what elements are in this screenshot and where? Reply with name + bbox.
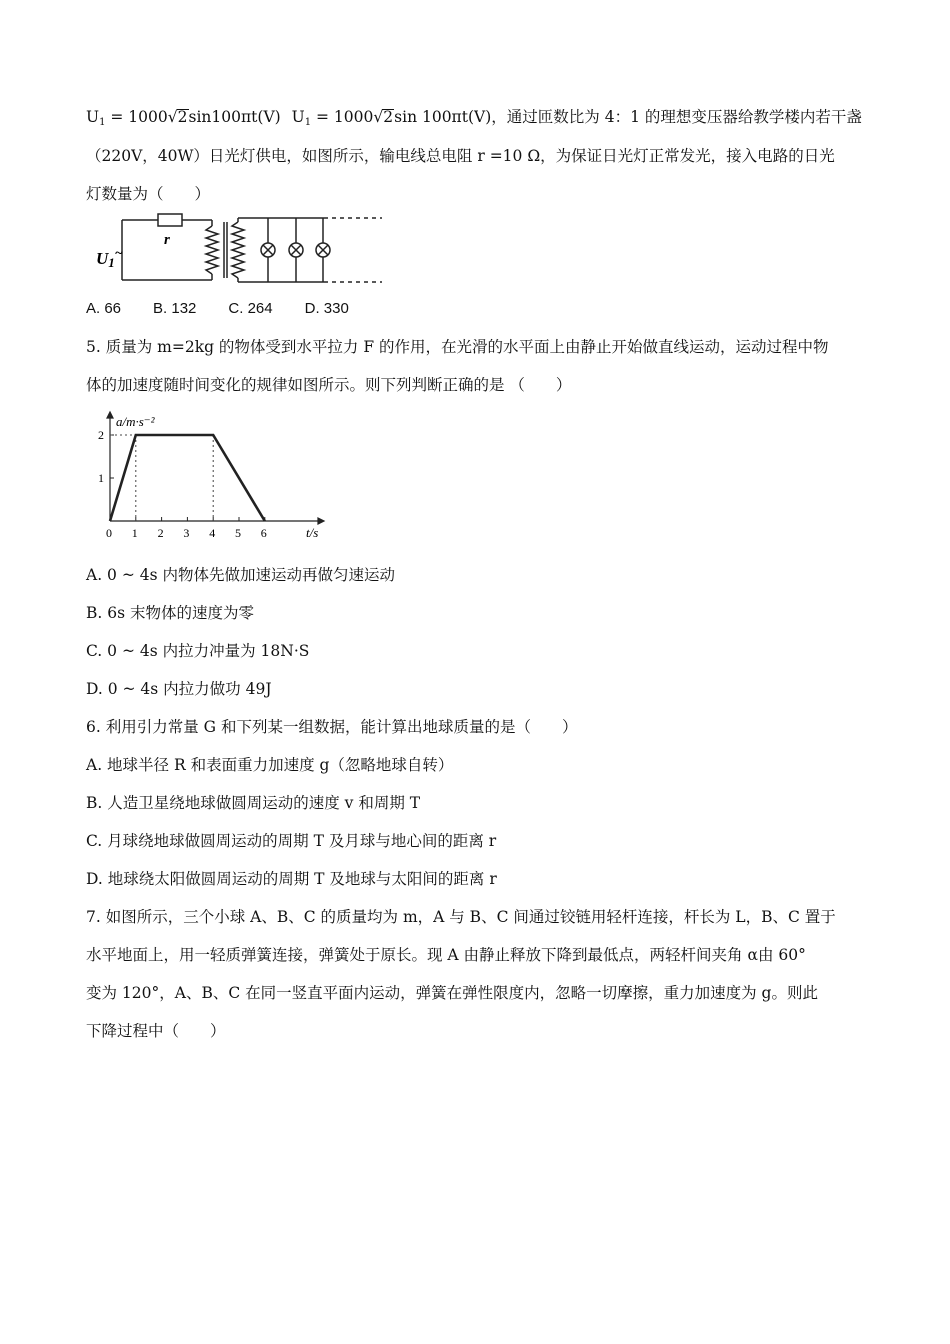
x-axis-arrow — [318, 518, 324, 524]
formula-u1-a: $U_1 = 1000√2\sin 100\pi t(V)$ — [86, 108, 281, 128]
lamp-3 — [316, 218, 330, 282]
q6-option-b: B. 人造卫星绕地球做圆周运动的速度 v 和周期 T — [86, 794, 421, 812]
x-tick-label-1: 1 — [131, 526, 138, 540]
formula-u1-b: $U_1 = 1000√2\sin$ 100πt(V) — [291, 108, 492, 128]
q4-line-1-tail: ，通过匝数比为 4：1 的理想变压器给教学楼内若干盏 — [491, 108, 862, 126]
lamp-1 — [261, 218, 275, 282]
lamp-2 — [289, 218, 303, 282]
y-tick-label-1: 1 — [98, 471, 104, 485]
y-axis-label: a/m·s⁻² — [116, 414, 155, 429]
resistor-r — [158, 214, 182, 226]
x-axis-label: t/s — [306, 525, 319, 540]
x-tick-label-2: 2 — [157, 526, 164, 540]
y-axis-arrow — [107, 412, 113, 418]
transformer-circuit-diagram — [92, 210, 392, 286]
q4-option-d: D. 330 — [304, 300, 349, 317]
q5-option-d: D. 0 ~ 4s 内拉力做功 49J — [86, 680, 272, 698]
x-tick-label-5: 5 — [235, 526, 241, 540]
source-label: U1~ — [96, 246, 123, 270]
x-tick-label-3: 3 — [183, 526, 190, 540]
q5-option-c: C. 0 ~ 4s 内拉力冲量为 18N·S — [86, 642, 310, 660]
q4-line-3: 灯数量为（ ） — [86, 185, 211, 203]
q7-line-3: 变为 120°，A、B、C 在同一竖直平面内运动，弹簧在弹性限度内，忽略一切摩擦，重力加速度为 g。则此 — [86, 984, 818, 1002]
x-tick-label-4: 4 — [209, 526, 216, 540]
q4-options — [86, 298, 381, 320]
x-tick-label-6: 6 — [260, 526, 267, 540]
q4-line-2: （220V，40W）日光灯供电，如图所示，输电线总电阻 r =10 Ω，为保证日光灯正常发光，接入电路的日光 — [86, 147, 835, 165]
series-line — [110, 435, 265, 521]
q7-line-1: 7. 如图所示，三个小球 A、B、C 的质量均为 m，A 与 B、C 间通过铰链用轻杆连接，杆长为 L，B、C 置于 — [86, 908, 836, 926]
secondary-coil — [232, 222, 244, 278]
resistor-label: r — [164, 232, 170, 248]
q6-option-d: D. 地球绕太阳做圆周运动的周期 T 及地球与太阳间的距离 r — [86, 870, 497, 888]
q4-option-a: A. 66 — [86, 300, 122, 317]
q4-option-c: C. 264 — [228, 300, 273, 317]
q5-option-a: A. 0 ~ 4s 内物体先做加速运动再做匀速运动 — [86, 566, 395, 584]
x-tick-label-0: 0 — [106, 526, 112, 540]
q5-line-2: 体的加速度随时间变化的规律如图所示。则下列判断正确的是 （ ） — [86, 376, 572, 394]
q5-option-b: B. 6s 末物体的速度为零 — [86, 604, 254, 622]
acceleration-time-chart — [96, 410, 336, 545]
q4-line-1 — [86, 106, 862, 134]
q6-option-c: C. 月球绕地球做圆周运动的周期 T 及月球与地心间的距离 r — [86, 832, 497, 850]
q5-line-1: 5. 质量为 m=2kg 的物体受到水平拉力 F 的作用，在光滑的水平面上由静止开始做直线运动，运动过程中物 — [86, 338, 829, 356]
q7-line-2: 水平地面上，用一轻质弹簧连接，弹簧处于原长。现 A 由静止释放下降到最低点，两轻杆间夹角 α由 60° — [86, 946, 806, 964]
q6-stem: 6. 利用引力常量 G 和下列某一组数据，能计算出地球质量的是（ ） — [86, 718, 578, 736]
q7-line-4: 下降过程中（ ） — [86, 1022, 226, 1040]
primary-coil — [206, 226, 218, 274]
q4-option-b: B. 132 — [153, 300, 197, 317]
y-tick-label-2: 2 — [98, 428, 104, 442]
q6-option-a: A. 地球半径 R 和表面重力加速度 g（忽略地球自转） — [86, 756, 454, 774]
